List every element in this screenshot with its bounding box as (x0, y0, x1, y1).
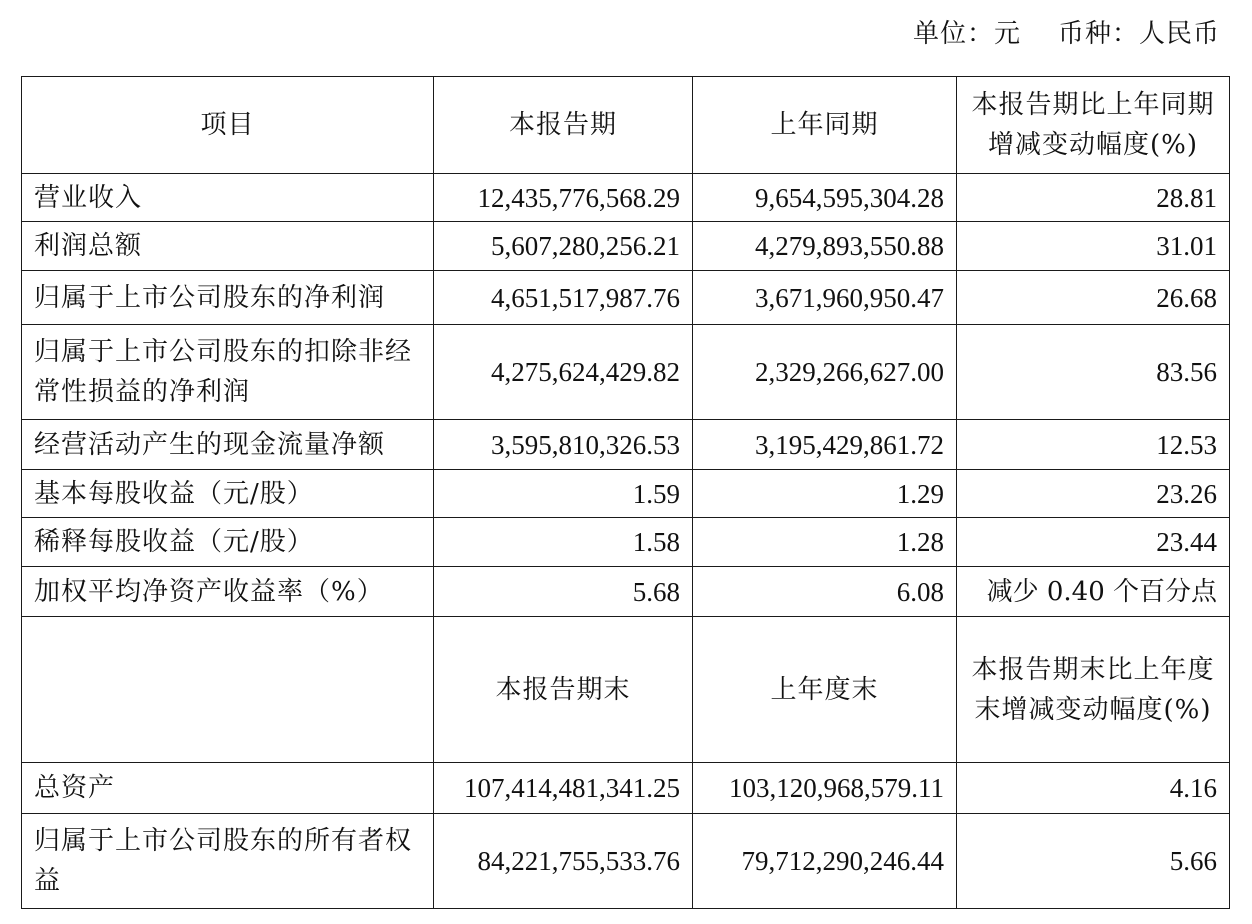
row-change-value: 5.66 (957, 814, 1230, 909)
header-current-period: 本报告期 (434, 77, 693, 174)
row-change-value: 31.01 (957, 222, 1230, 271)
unit-currency-note: 单位：元 币种：人民币 (912, 19, 1220, 49)
row-current-value: 3,595,810,326.53 (434, 420, 693, 470)
row-prior-value: 4,279,893,550.88 (693, 222, 957, 271)
row-label: 归属于上市公司股东的净利润 (22, 271, 434, 325)
row-current-value: 4,275,624,429.82 (434, 325, 693, 420)
table-header-row (22, 617, 1230, 763)
row-change-value: 83.56 (957, 325, 1230, 420)
row-current-value: 84,221,755,533.76 (434, 814, 693, 909)
row-prior-value: 3,671,960,950.47 (693, 271, 957, 325)
table-row (22, 567, 1230, 617)
row-prior-value: 3,195,429,861.72 (693, 420, 957, 470)
table-row (22, 814, 1230, 909)
table-row (22, 271, 1230, 325)
row-label: 总资产 (22, 763, 434, 814)
table-row (22, 518, 1230, 567)
table-header-row (22, 77, 1230, 174)
row-prior-value: 1.28 (693, 518, 957, 567)
table-row (22, 174, 1230, 222)
row-current-value: 1.59 (434, 470, 693, 518)
row-prior-value: 79,712,290,246.44 (693, 814, 957, 909)
row-change-value: 23.44 (957, 518, 1230, 567)
header-item-blank (22, 617, 434, 763)
row-change-value: 28.81 (957, 174, 1230, 222)
row-label: 营业收入 (22, 174, 434, 222)
row-current-value: 107,414,481,341.25 (434, 763, 693, 814)
row-label: 利润总额 (22, 222, 434, 271)
header-prior-period: 上年同期 (693, 77, 957, 174)
row-change-value: 23.26 (957, 470, 1230, 518)
header-item: 项目 (22, 77, 434, 174)
row-current-value: 1.58 (434, 518, 693, 567)
table-row (22, 420, 1230, 470)
row-prior-value: 1.29 (693, 470, 957, 518)
row-change-value: 4.16 (957, 763, 1230, 814)
row-current-value: 4,651,517,987.76 (434, 271, 693, 325)
table-row (22, 763, 1230, 814)
table-row (22, 222, 1230, 271)
row-label: 经营活动产生的现金流量净额 (22, 420, 434, 470)
row-label: 加权平均净资产收益率（%） (22, 567, 434, 617)
row-prior-value: 6.08 (693, 567, 957, 617)
row-prior-value: 2,329,266,627.00 (693, 325, 957, 420)
row-label: 基本每股收益（元/股） (22, 470, 434, 518)
row-change-value: 12.53 (957, 420, 1230, 470)
row-current-value: 12,435,776,568.29 (434, 174, 693, 222)
row-current-value: 5,607,280,256.21 (434, 222, 693, 271)
header-change-pct-end: 本报告期末比上年度末增减变动幅度(%) (957, 617, 1230, 763)
row-prior-value: 9,654,595,304.28 (693, 174, 957, 222)
table-row (22, 470, 1230, 518)
row-change-value: 26.68 (957, 271, 1230, 325)
header-change-pct: 本报告期比上年同期增减变动幅度(%) (957, 77, 1230, 174)
row-prior-value: 103,120,968,579.11 (693, 763, 957, 814)
row-label: 归属于上市公司股东的所有者权益 (22, 814, 434, 909)
header-period-end: 本报告期末 (434, 617, 693, 763)
header-prior-year-end: 上年度末 (693, 617, 957, 763)
financial-indicators-table (21, 76, 1230, 909)
row-label: 稀释每股收益（元/股） (22, 518, 434, 567)
row-label: 归属于上市公司股东的扣除非经常性损益的净利润 (22, 325, 434, 420)
row-current-value: 5.68 (434, 567, 693, 617)
table-row (22, 325, 1230, 420)
row-change-value: 减少 0.40 个百分点 (957, 567, 1230, 617)
